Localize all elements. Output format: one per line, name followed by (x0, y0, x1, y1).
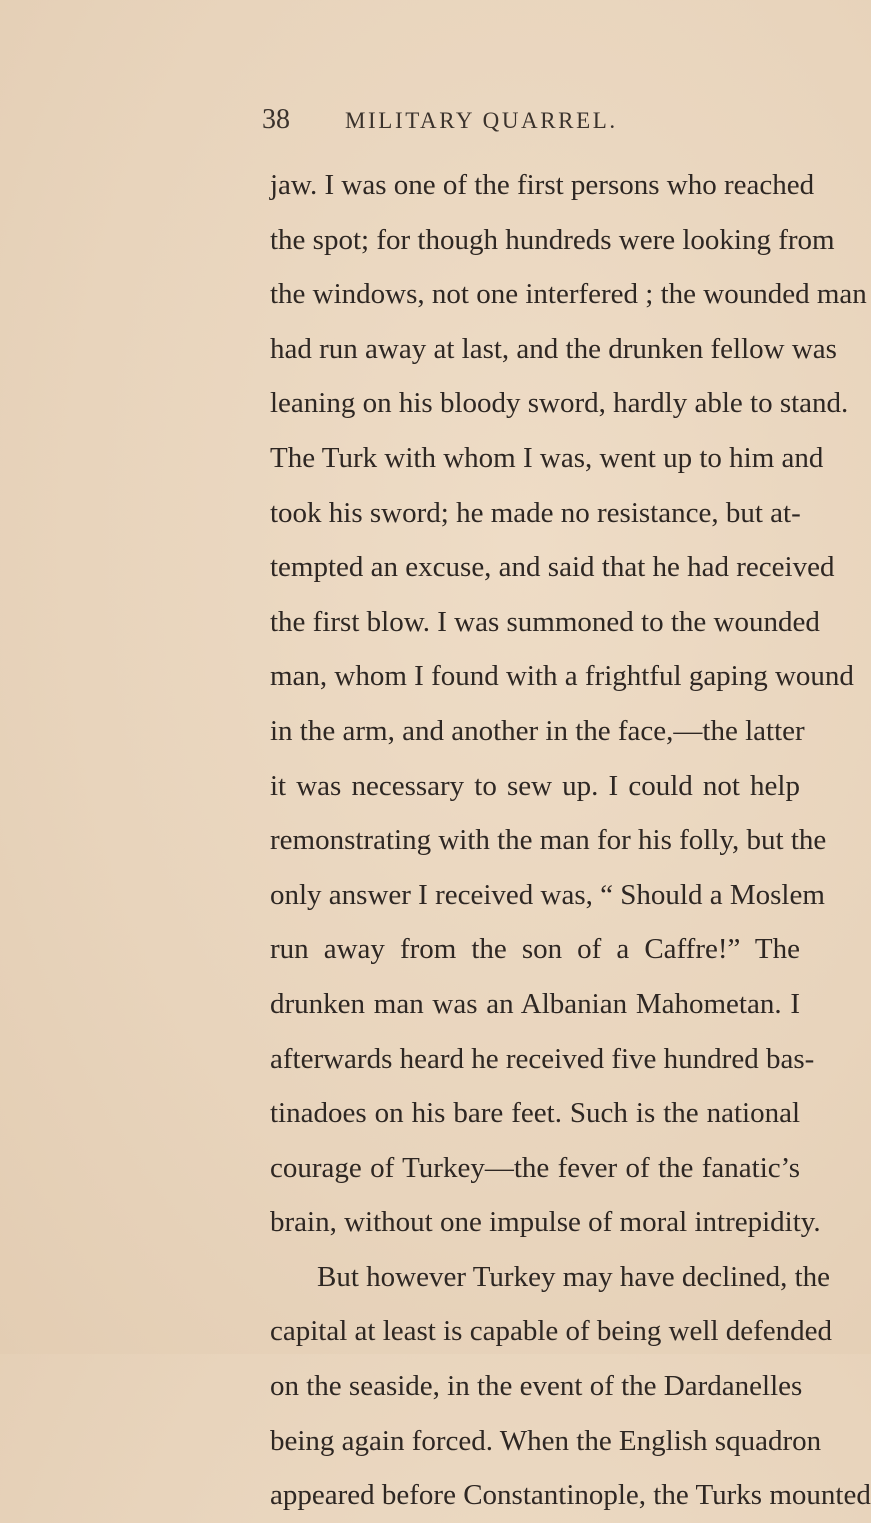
text-line: courage of Turkey—the fever of the fanatic’s (270, 1151, 800, 1184)
text-line: appeared before Constantinople, the Turks mounted (270, 1479, 871, 1512)
text-line: capital at least is capable of being well defended (270, 1315, 833, 1348)
text-line: the spot; for though hundreds were looking from (270, 223, 835, 256)
text-line: afterwards heard he received five hundred bas- (270, 1042, 815, 1075)
text-line: man, whom I found with a frightful gaping wound (270, 660, 854, 693)
text-line: run away from the son of a Caffre!” The (270, 933, 800, 966)
running-head-title: MILITARY QUARREL. (345, 108, 618, 133)
text-line: the first blow. I was summoned to the wounded (270, 605, 820, 638)
text-line: drunken man was an Albanian Mahometan. I (270, 987, 800, 1020)
text-line: tempted an excuse, and said that he had received (270, 551, 835, 584)
text-line: the windows, not one interfered ; the wounded man (270, 278, 867, 311)
text-line: leaning on his bloody sword, hardly able to stand. (270, 387, 849, 420)
text-line: tinadoes on his bare feet. Such is the national (270, 1097, 800, 1130)
text-line: The Turk with whom I was, went up to him and (270, 441, 824, 474)
text-line: jaw. I was one of the first persons who reached (270, 169, 815, 201)
paragraph-end-line: brain, without one impulse of moral intrepidity. (270, 1206, 821, 1239)
text-line: being again forced. When the English squadron (270, 1424, 822, 1457)
text-line: on the seaside, in the event of the Dardanelles (270, 1370, 803, 1403)
text-line: in the arm, and another in the face,—the latter (270, 714, 805, 747)
text-line: had run away at last, and the drunken fellow was (270, 332, 837, 365)
text-line: took his sword; he made no resistance, but at- (270, 496, 801, 529)
body-text (270, 158, 871, 1523)
page-number: 38 (262, 104, 290, 135)
paragraph-start-line: But however Turkey may have declined, the (317, 1260, 831, 1293)
text-line: remonstrating with the man for his folly, but the (270, 824, 827, 857)
text-line: it was necessary to sew up. I could not help (270, 769, 800, 802)
text-line: only answer I received was, “ Should a Moslem (270, 878, 825, 911)
